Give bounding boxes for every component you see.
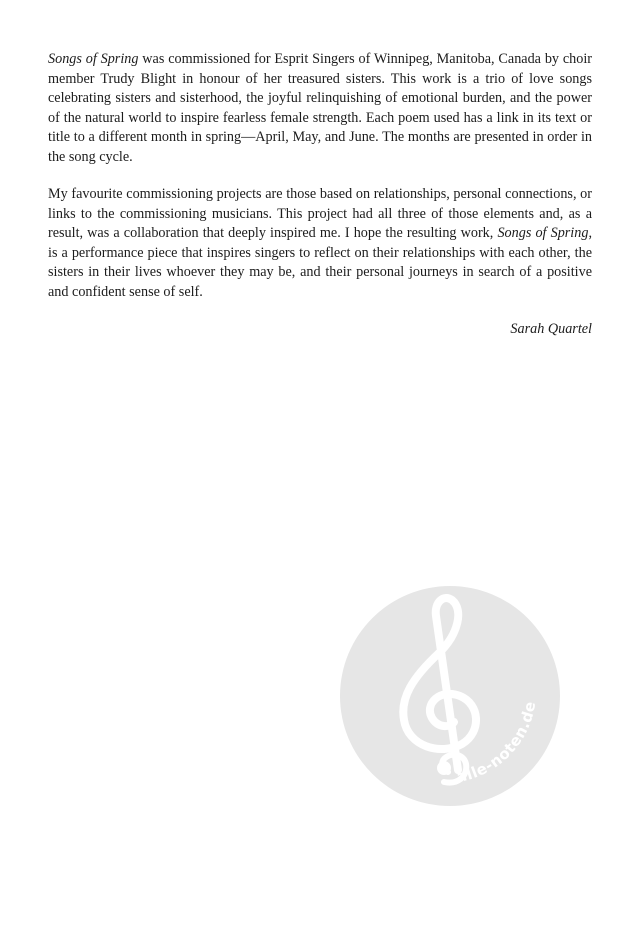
watermark-logo (340, 586, 560, 806)
author-signature: Sarah Quartel (510, 321, 592, 337)
paragraph-intro-text: was commissioned for Esprit Singers of Winnipeg, Manitoba, Canada by choir member Trudy Blight in honour of her treasured sisters. This work is a trio of love songs celebrating sisters and sisterhood, the joyful relinquishing of emotional burden, and the power of the natural world to inspire fearless female strength. Each poem used has a link in its text or title to a different month in spring—April, May, and June. The months are presented in order in the song cycle. (48, 51, 592, 165)
paragraph-intro (48, 50, 592, 167)
treble-clef-icon (340, 586, 560, 806)
paragraph-commission-text-before: My favourite commissioning projects are those based on relationships, personal connections, or links to the commissioning musicians. This project had all three of those elements and, as a result, was a collaboration that deeply inspired me. I hope the resulting work, (48, 186, 592, 241)
paragraph-commission-text-after: , is a performance piece that inspires singers to reflect on their relationships with each other, the sisters in their lives whoever they may be, and their personal journeys in search of a positive and confident sense of self. (48, 225, 592, 300)
work-title: Songs of Spring (497, 225, 589, 241)
watermark-text: alle-noten.de (455, 699, 540, 787)
document-body (48, 50, 592, 340)
paragraph-commission (48, 185, 592, 302)
work-title: Songs of Spring (48, 51, 139, 67)
